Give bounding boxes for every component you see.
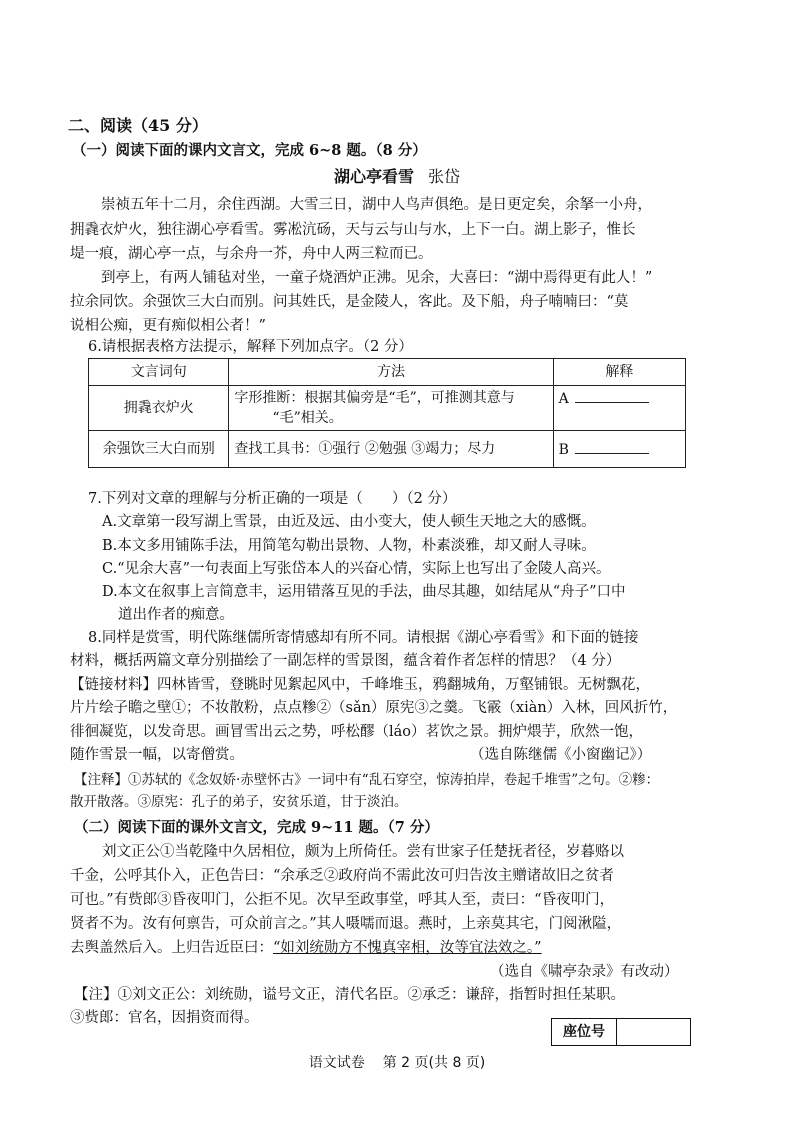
q6-header-method: 方法 (229, 359, 553, 386)
q6-stem: 6.请根据表格方法提示，解释下列加点字。（2 分） (88, 339, 413, 355)
q6-header-row (89, 359, 686, 386)
q6-phrase: 余强饮三大白而别 (89, 431, 229, 468)
passage-line: 拥毳衣炉火，独往湖心亭看雪。雾凇沆砀，天与云与山与水，上下一白。湖上影子，惟长 (70, 222, 636, 238)
q7-option-a[interactable]: A.文章第一段写湖上雪景，由近及远、由小变大，使人顿生天地之大的感慨。 (102, 514, 596, 530)
q6-answer-label: B (558, 441, 569, 458)
q6-phrase: 拥毳衣炉火 (89, 386, 229, 431)
part2-note: ③赀郎：官名，因捐资而得。 (70, 1010, 259, 1026)
footer-page-number: 第 2 页(共 8 页) (382, 1055, 486, 1071)
seat-number-box[interactable] (551, 1018, 691, 1046)
q6-answer-cell[interactable] (553, 386, 685, 431)
q8-material-line: 徘徊凝览，以发奇思。画冒雪出云之势，呼松醪（láo）茗饮之景。拥炉煨芋，欣然一饱， (70, 724, 644, 740)
section-title: 二、阅读（45 分） (68, 116, 208, 135)
q6-table (88, 358, 686, 468)
passage-line: 说相公痴，更有痴似相公者！” (70, 318, 266, 334)
q7-option-d[interactable]: D.本文在叙事上言简意丰，运用错落互见的手法，曲尽其趣，如结尾从“舟子”口中 (102, 584, 626, 600)
q7-option-c[interactable]: C.“见余大喜”一句表面上写张岱本人的兴奋心情，实际上也写出了金陵人高兴。 (102, 561, 611, 577)
part2-line: 贤者不为。汝有何禀告，可众前言之。”其人嗫嚅而退。燕时，上亲莫其宅，门阅湫隘， (70, 916, 622, 932)
passage-line: 堤一痕，湖心亭一点，与余舟一芥，舟中人两三粒而已。 (70, 246, 433, 262)
q6-answer-cell[interactable] (553, 431, 685, 468)
seat-number-field[interactable] (617, 1019, 690, 1045)
part2-line: 千金，公呼其仆入，正色告曰：“余承乏②政府尚不需此汝可归告汝主赠诸故旧之贫者 (70, 868, 614, 884)
passage-line: 拉余同饮。余强饮三大白而别。问其姓氏，是金陵人，客此。及下船，舟子喃喃曰：“莫 (70, 294, 629, 310)
seat-number-label: 座位号 (552, 1019, 617, 1045)
q6-header-answer: 解释 (553, 359, 685, 386)
q6-method (229, 386, 553, 431)
q8-material-line: 【链接材料】四林皆雪，登眺时见絮起风中，千峰堆玉，鸦翻城角，万壑铺银。无树飘花， (70, 677, 650, 693)
q7-option-b[interactable]: B.本文多用铺陈手法，用简笔勾勒出景物、人物，朴素淡雅，却又耐人寻味。 (102, 538, 596, 554)
q8-note: 【注释】①苏轼的《念奴娇·赤壁怀古》一词中有“乱石穿空，惊涛拍岸，卷起千堆雪”之句。②糁： (74, 772, 660, 788)
passage-line: 到亭上，有两人铺毡对坐，一童子烧酒炉正沸。见余，大喜曰：“湖中焉得更有此人！” (101, 270, 653, 286)
passage-author: 张岱 (428, 167, 461, 186)
q8-source: （选自陈继儒《小窗幽记》） (470, 747, 652, 763)
answer-blank[interactable] (575, 388, 649, 403)
part2-note: 【注】①刘文正公：刘统勋，谥号文正，清代名臣。②承乏：谦辞，指暂时担任某职。 (74, 987, 625, 1003)
q8-stem: 材料，概括两篇文章分别描绘了一副怎样的雪景图，蕴含着作者怎样的情思？（4 分） (70, 653, 621, 669)
underlined-sentence: “如刘统勋方不愧真宰相，汝等宜法效之。” (273, 940, 542, 956)
q6-header-phrase: 文言词句 (89, 359, 229, 386)
part1-header: （一）阅读下面的课内文言文，完成 6~8 题。（8 分） (72, 142, 427, 159)
q8-material-line: 片片绘子瞻之壁①；不妆散粉，点点糁②（sǎn）原宪③之羹。飞霰（xiàn）入林，回风折竹， (70, 700, 678, 716)
footer-subject: 语文试卷 (308, 1055, 365, 1071)
part2-header: （二）阅读下面的课外文言文，完成 9~11 题。（7 分） (74, 819, 439, 836)
part2-line (70, 938, 542, 958)
q6-row (89, 386, 686, 431)
q6-method-line: 字形推断：根据其偏旁是“毛”，可推测其意与 (234, 390, 515, 406)
q6-method: 查找工具书：①强行 ②勉强 ③竭力；尽力 (229, 431, 553, 468)
part2-line: 可也。”有赀郎③昏夜叩门，公拒不见。次早至政事堂，呼其人至，责曰：“昏夜叩门， (70, 892, 615, 908)
q8-note: 散开散落。③原宪：孔子的弟子，安贫乐道，甘于淡泊。 (70, 794, 408, 810)
passage-line: 崇祯五年十二月，余住西湖。大雪三日，湖中人鸟声俱绝。是日更定矣，余拏一小舟， (101, 197, 652, 213)
q8-material-line: 随作雪景一幅，以寄僧赏。 (70, 747, 244, 763)
page-footer (0, 1052, 794, 1072)
q6-row (89, 431, 686, 468)
passage-title-text: 湖心亭看雪 (333, 167, 414, 186)
q6-answer-label: A (558, 391, 569, 407)
part2-line: 刘文正公①当乾隆中久居相位，颇为上所倚任。尝有世家子任楚抚者径，岁暮赂以 (102, 844, 624, 860)
part2-source: （选自《啸亭杂录》有改动） (490, 964, 679, 980)
part2-line-text: 去舆盖然后入。上归告近臣曰： (70, 940, 273, 956)
answer-blank[interactable] (575, 439, 649, 454)
q8-stem: 8.同样是赏雪，明代陈继儒所寄情感却有所不同。请根据《湖心亭看雪》和下面的链接 (88, 630, 639, 646)
q7-stem: 7.下列对文章的理解与分析正确的一项是（ ）（2 分） (88, 491, 457, 507)
passage-title (0, 167, 794, 187)
q6-method-line: “毛”相关。 (272, 410, 343, 426)
q7-option-d-cont: 道出作者的痴意。 (118, 607, 234, 623)
